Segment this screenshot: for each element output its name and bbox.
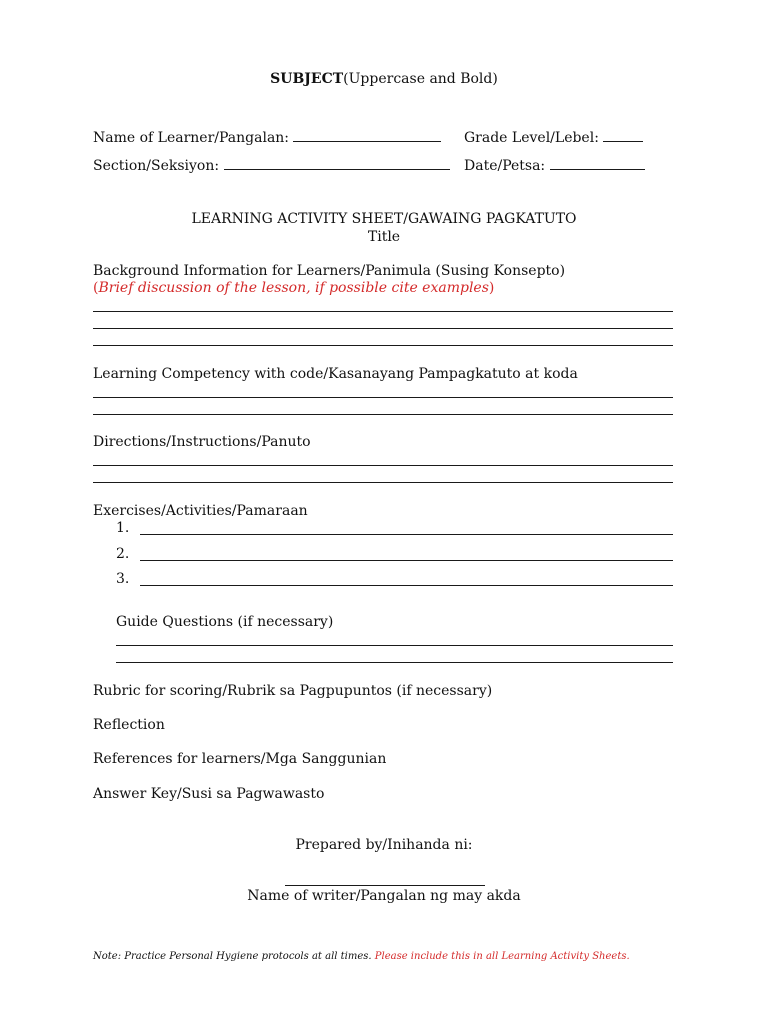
exercise-line-1[interactable] — [140, 534, 673, 535]
reflection-heading: Reflection — [93, 717, 165, 733]
background-hint-text: Brief discussion of the lesson, if possible cite examples — [98, 280, 489, 296]
competency-heading: Learning Competency with code/Kasanayang Pampagkatuto at koda — [93, 366, 578, 382]
grade-blank[interactable] — [603, 127, 643, 142]
competency-line-2[interactable] — [93, 414, 673, 415]
name-label: Name of Learner/Pangalan: — [93, 130, 290, 146]
section-blank[interactable] — [224, 155, 450, 170]
writer-name-label: Name of writer/Pangalan ng may akda — [247, 888, 521, 904]
sheet-title: Title — [367, 229, 401, 245]
footer-note-red: Please include this in all Learning Activity Sheets. — [374, 951, 630, 962]
background-line-1[interactable] — [93, 311, 673, 312]
name-field — [93, 127, 441, 146]
guide-line-1[interactable] — [116, 645, 673, 646]
exercise-number-2: 2. — [116, 546, 130, 562]
date-blank[interactable] — [550, 155, 645, 170]
prepared-by-label: Prepared by/Inihanda ni: — [295, 837, 473, 853]
directions-line-2[interactable] — [93, 482, 673, 483]
references-heading: References for learners/Mga Sanggunian — [93, 751, 387, 767]
guide-line-2[interactable] — [116, 662, 673, 663]
guide-heading: Guide Questions (if necessary) — [116, 614, 334, 630]
signature-line[interactable] — [285, 885, 485, 886]
exercise-number-3: 3. — [116, 571, 130, 587]
background-line-3[interactable] — [93, 345, 673, 346]
background-hint: (Brief discussion of the lesson, if possible cite examples) — [93, 280, 495, 296]
name-blank[interactable] — [293, 127, 441, 142]
subject-note: (Uppercase and Bold) — [343, 71, 498, 87]
footer-note — [93, 951, 630, 962]
section-label: Section/Seksiyon: — [93, 158, 220, 174]
footer-note-text: Note: Practice Personal Hygiene protocols at all times. — [93, 951, 372, 962]
exercise-line-2[interactable] — [140, 560, 673, 561]
competency-line-1[interactable] — [93, 397, 673, 398]
directions-heading: Directions/Instructions/Panuto — [93, 434, 311, 450]
grade-field — [464, 127, 643, 146]
rubric-heading: Rubric for scoring/Rubrik sa Pagpupuntos (if necessary) — [93, 683, 493, 699]
background-heading: Background Information for Learners/Panimula (Susing Konsepto) — [93, 263, 566, 279]
grade-label: Grade Level/Lebel: — [464, 130, 599, 146]
exercise-line-3[interactable] — [140, 585, 673, 586]
date-field — [464, 155, 645, 174]
date-label: Date/Petsa: — [464, 158, 546, 174]
subject-header — [0, 71, 768, 87]
subject-label: SUBJECT — [270, 71, 344, 87]
exercise-number-1: 1. — [116, 520, 130, 536]
sheet-heading: LEARNING ACTIVITY SHEET/GAWAING PAGKATUTO — [191, 211, 577, 227]
exercises-heading: Exercises/Activities/Pamaraan — [93, 503, 308, 519]
section-field — [93, 155, 450, 174]
background-line-2[interactable] — [93, 328, 673, 329]
answer-key-heading: Answer Key/Susi sa Pagwawasto — [93, 786, 325, 802]
directions-line-1[interactable] — [93, 465, 673, 466]
